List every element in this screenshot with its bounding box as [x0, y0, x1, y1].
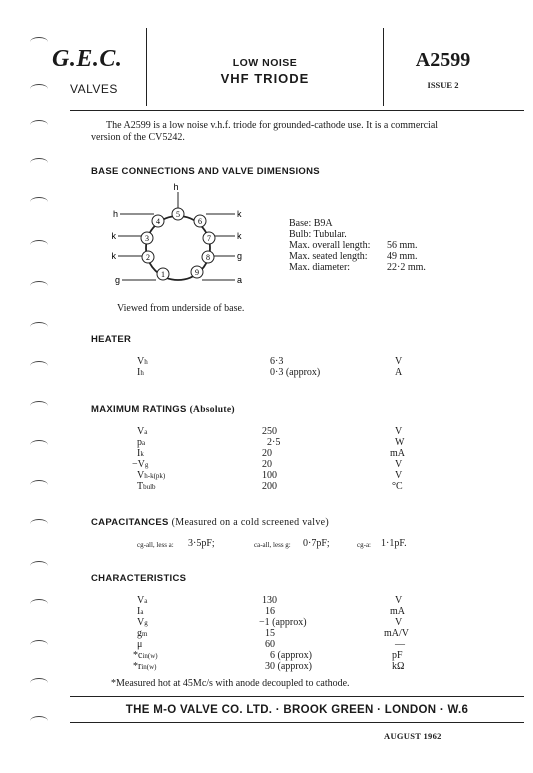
pin-1 — [157, 268, 169, 280]
param-value: 30 (approx) — [265, 661, 312, 672]
max-ratings-heading: MAXIMUM RATINGS (Absolute) — [91, 404, 235, 415]
intro-line-1: The A2599 is a low noise v.h.f. triode for grounded-cathode use. It is a commercial — [106, 120, 439, 131]
binder-hole — [30, 158, 48, 168]
svg-text:5: 5 — [176, 210, 180, 219]
binder-hole — [30, 120, 48, 130]
param-value: 100 — [262, 470, 277, 481]
binder-hole — [30, 599, 48, 609]
pin-label-r4: a — [237, 275, 243, 285]
spec-label: Max. overall length: — [289, 240, 371, 251]
company-address: THE M-O VALVE CO. LTD. · BROOK GREEN · LONDON · W.6 — [125, 704, 469, 716]
param-symbol: μ — [137, 639, 143, 650]
binder-hole — [30, 480, 48, 490]
spec-label: Bulb: Tubular. — [289, 229, 347, 240]
cap-label: cg-all, less a: — [137, 541, 174, 549]
param-unit: — — [395, 639, 405, 650]
cap-value: 0·7pF; — [303, 538, 330, 549]
binder-hole — [30, 240, 48, 250]
param-symbol: Ik — [137, 448, 144, 459]
svg-text:9: 9 — [195, 268, 199, 277]
base-connection-diagram — [110, 180, 250, 290]
param-symbol: gm — [137, 628, 148, 639]
pin-4 — [152, 215, 164, 227]
param-value: 16 — [265, 606, 275, 617]
param-value: 0·3 (approx) — [270, 367, 321, 378]
param-symbol: Ia — [137, 606, 144, 617]
param-value: −1 (approx) — [259, 617, 307, 628]
logo-subtitle: VALVES — [70, 82, 118, 96]
binder-hole — [30, 716, 48, 726]
param-unit: V — [395, 426, 403, 437]
param-value: 20 — [262, 459, 272, 470]
param-unit: °C — [392, 481, 403, 492]
binder-hole — [30, 84, 48, 94]
param-symbol: *cin(w) — [133, 650, 158, 661]
binder-hole — [30, 640, 48, 650]
binder-hole — [30, 519, 48, 529]
param-unit: V — [395, 470, 403, 481]
param-symbol: Va — [137, 426, 148, 437]
spec-value: 49 mm. — [387, 251, 418, 262]
param-symbol: Vh — [137, 356, 148, 367]
pin-5 — [172, 208, 184, 220]
param-symbol: Tbulb — [137, 481, 156, 492]
pin-label-l1: h — [112, 209, 118, 219]
param-value: 6 (approx) — [270, 650, 312, 661]
param-unit: mA — [390, 448, 405, 459]
footnote: *Measured hot at 45Mc/s with anode decoupled to cathode. — [111, 678, 350, 689]
header-divider — [146, 28, 147, 106]
param-unit: kΩ — [392, 661, 405, 672]
param-value: 200 — [262, 481, 277, 492]
diagram-caption: Viewed from underside of base. — [117, 303, 245, 314]
pin-9 — [191, 266, 203, 278]
capacitances-heading: CAPACITANCES (Measured on a cold screened valve) — [91, 517, 329, 528]
gec-logo: G.E.C. — [52, 46, 123, 72]
spec-label: Max. diameter: — [289, 262, 351, 273]
param-value: 130 — [262, 595, 277, 606]
pin-label-l3: k — [111, 251, 116, 261]
param-value: 250 — [262, 426, 277, 437]
binder-hole — [30, 322, 48, 332]
issue-date: AUGUST 1962 — [384, 731, 442, 741]
svg-text:3: 3 — [145, 234, 149, 243]
intro-line-2: version of the CV5242. — [91, 132, 185, 143]
pin-label-top: h — [173, 182, 179, 192]
binder-hole — [30, 440, 48, 450]
param-unit: A — [395, 367, 403, 378]
pin-7 — [203, 232, 215, 244]
header-divider — [383, 28, 384, 106]
pin-2 — [142, 251, 154, 263]
spec-value: 22·2 mm. — [387, 262, 426, 273]
binder-hole — [30, 561, 48, 571]
issue-label: ISSUE 2 — [427, 80, 459, 90]
footer-rule — [70, 696, 524, 697]
cap-label: ca-all, less g: — [254, 541, 291, 549]
param-value: 6·3 — [270, 356, 284, 367]
spec-value: 56 mm. — [387, 240, 418, 251]
binder-hole — [30, 37, 48, 47]
footer-rule — [70, 722, 524, 723]
base-heading: BASE CONNECTIONS AND VALVE DIMENSIONS — [91, 166, 320, 177]
param-symbol: pa — [137, 437, 146, 448]
param-unit: W — [395, 437, 405, 448]
characteristics-heading: CHARACTERISTICS — [91, 573, 187, 584]
svg-text:7: 7 — [207, 234, 211, 243]
param-unit: V — [395, 617, 403, 628]
pin-8 — [202, 251, 214, 263]
spec-label: Base: B9A — [289, 218, 333, 229]
param-symbol: Vh-k(pk) — [137, 470, 166, 481]
binder-hole — [30, 281, 48, 291]
param-unit: mA/V — [384, 628, 409, 639]
pin-6 — [194, 215, 206, 227]
cap-label: cg-a: — [357, 541, 371, 549]
param-unit: pF — [392, 650, 403, 661]
param-value: 60 — [265, 639, 275, 650]
title-line2: VHF TRIODE — [220, 71, 310, 86]
param-symbol: Ih — [137, 367, 144, 378]
param-unit: V — [395, 356, 403, 367]
svg-text:8: 8 — [206, 253, 210, 262]
param-unit: V — [395, 459, 403, 470]
cap-value: 1·1pF. — [381, 538, 407, 549]
spec-label: Max. seated length: — [289, 251, 368, 262]
param-unit: mA — [390, 606, 405, 617]
type-number: A2599 — [415, 49, 471, 71]
param-symbol: −Vg — [132, 459, 149, 470]
param-value: 2·5 — [267, 437, 281, 448]
cap-value: 3·5pF; — [188, 538, 215, 549]
pin-3 — [141, 232, 153, 244]
pin-label-r2: k — [237, 231, 242, 241]
title-line1: LOW NOISE — [232, 57, 298, 69]
param-symbol: Vg — [137, 617, 148, 628]
param-symbol: Va — [137, 595, 148, 606]
param-unit: V — [395, 595, 403, 606]
param-value: 15 — [265, 628, 275, 639]
svg-text:1: 1 — [161, 270, 165, 279]
pin-label-l4: g — [114, 275, 120, 285]
binder-hole — [30, 197, 48, 207]
heater-heading: HEATER — [91, 334, 132, 345]
svg-text:4: 4 — [156, 217, 160, 226]
header-rule — [70, 110, 524, 111]
binder-hole — [30, 678, 48, 688]
binder-hole — [30, 401, 48, 411]
svg-text:6: 6 — [198, 217, 202, 226]
pin-label-r1: k — [237, 209, 242, 219]
svg-text:2: 2 — [146, 253, 150, 262]
param-symbol: *rin(w) — [133, 661, 157, 672]
pin-label-r3: g — [237, 251, 243, 261]
pin-label-l2: k — [111, 231, 116, 241]
binder-hole — [30, 361, 48, 371]
param-value: 20 — [262, 448, 272, 459]
